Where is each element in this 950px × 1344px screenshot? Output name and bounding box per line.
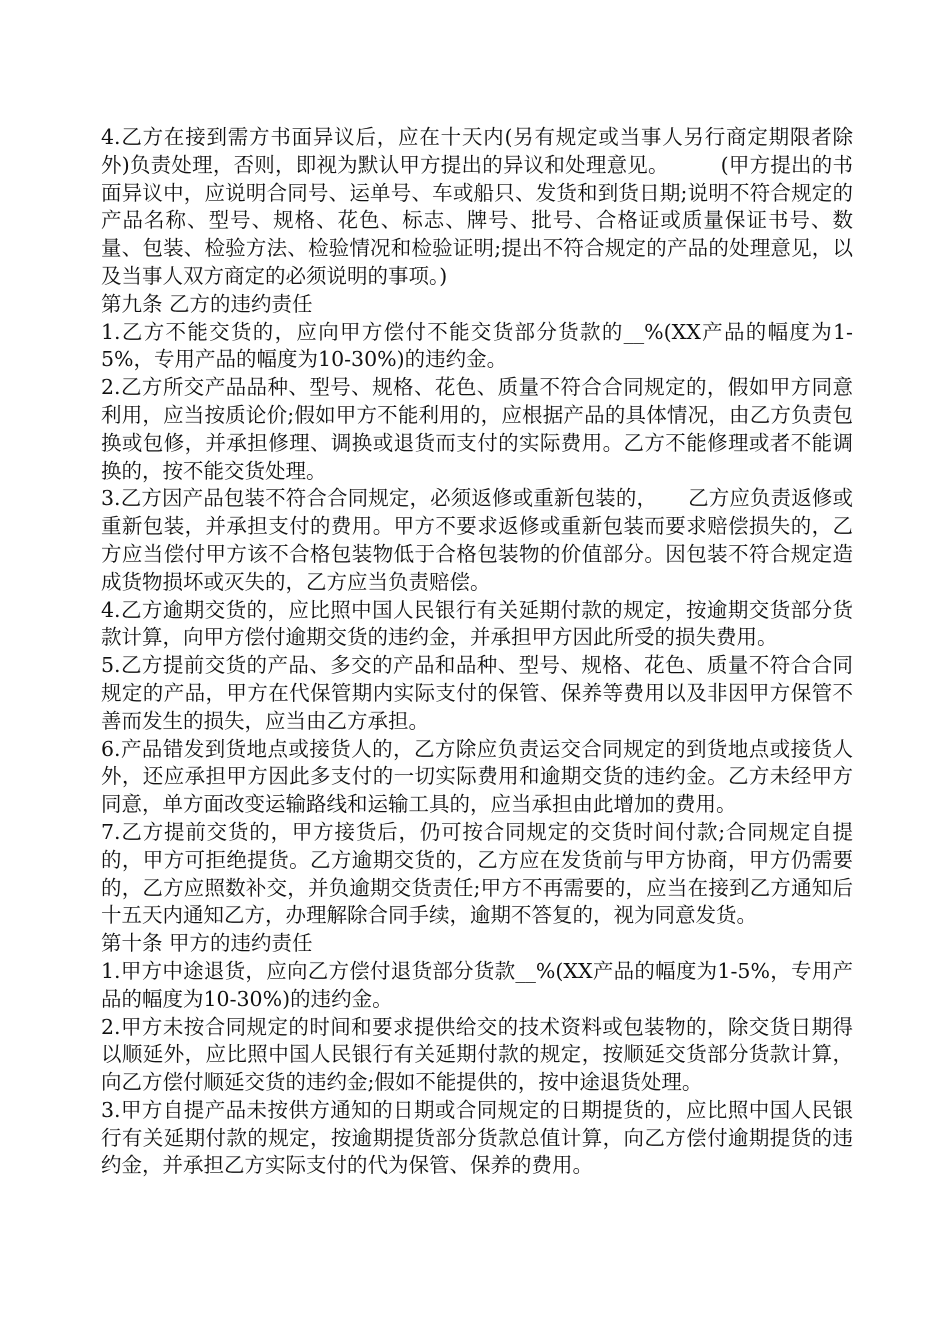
clause-8-item-4: 4.乙方在接到需方书面异议后，应在十天内(另有规定或当事人另行商定期限者除外)负责处理，否则，即视为默认甲方提出的异议和处理意见。 (甲方提出的书面异议中，应说明合同号、运单号、车或船只、发货和到货日期;说明不符合规定的产品名称、型号、规格、花色、标志、牌号、批号、合格证或质量保证书号、数量、包装、检验方法、检验情况和检验证明;提出不符合规定的产品的处理意见，以及当事人双方商定的必须说明的事项。) [101,125,853,288]
article-9-item-3: 3.乙方因产品包装不符合合同规定，必须返修或重新包装的， 乙方应负责返修或重新包装，并承担支付的费用。甲方不要求返修或重新包装而要求赔偿损失的，乙方应当偿付甲方该不合格包装物低于合格包装物的价值部分。因包装不符合规定造成货物损坏或灭失的，乙方应当负责赔偿。 [101,486,853,594]
contract-page [101,124,853,1180]
article-9-item-5: 5.乙方提前交货的产品、多交的产品和品种、型号、规格、花色、质量不符合合同规定的产品，甲方在代保管期内实际支付的保管、保养等费用以及非因甲方保管不善而发生的损失，应当由乙方承担。 [101,653,853,733]
article-10-item-3: 3.甲方自提产品未按供方通知的日期或合同规定的日期提货的，应比照中国人民银行有关延期付款的规定，按逾期提货部分货款总值计算，向乙方偿付逾期提货的违约金，并承担乙方实际支付的代为保管、保养的费用。 [101,1097,853,1178]
article-9-heading: 第九条 乙方的违约责任 [101,291,313,316]
article-9-item-6: 6.产品错发到货地点或接货人的，乙方除应负责运交合同规定的到货地点或接货人外，还应承担甲方因此多支付的一切实际费用和逾期交货的违约金。乙方未经甲方同意，单方面改变运输路线和运输工具的，应当承担由此增加的费用。 [101,736,853,817]
article-10-item-2: 2.甲方未按合同规定的时间和要求提供给交的技术资料或包装物的，除交货日期得以顺延外，应比照中国人民银行有关延期付款的规定，按顺延交货部分货款计算，向乙方偿付顺延交货的违约金;假如不能提供的，按中途退货处理。 [101,1014,853,1095]
article-10-item-1: 1.甲方中途退货，应向乙方偿付退货部分货款__%(XX产品的幅度为1-5%，专用产品的幅度为10-30%)的违约金。 [101,958,853,1011]
article-9-item-1: 1.乙方不能交货的，应向甲方偿付不能交货部分货款的__%(XX产品的幅度为1-5%，专用产品的幅度为10-30%)的违约金。 [101,319,853,372]
article-10-heading: 第十条 甲方的违约责任 [101,931,313,956]
article-9-item-4: 4.乙方逾期交货的，应比照中国人民银行有关延期付款的规定，按逾期交货部分货款计算，向甲方偿付逾期交货的违约金，并承担甲方因此所受的损失费用。 [101,597,853,650]
article-9-item-7: 7.乙方提前交货的，甲方接货后，仍可按合同规定的交货时间付款;合同规定自提的，甲方可拒绝提货。乙方逾期交货的，乙方应在发货前与甲方协商，甲方仍需要的，乙方应照数补交，并负逾期交货责任;甲方不再需要的，应当在接到乙方通知后十五天内通知乙方，办理解除合同手续，逾期不答复的，视为同意发货。 [101,819,853,928]
article-9-item-2: 2.乙方所交产品品种、型号、规格、花色、质量不符合合同规定的，假如甲方同意利用，应当按质论价;假如甲方不能利用的，应根据产品的具体情况，由乙方负责包换或包修，并承担修理、调换或退货而支付的实际费用。乙方不能修理或者不能调换的，按不能交货处理。 [101,375,853,483]
